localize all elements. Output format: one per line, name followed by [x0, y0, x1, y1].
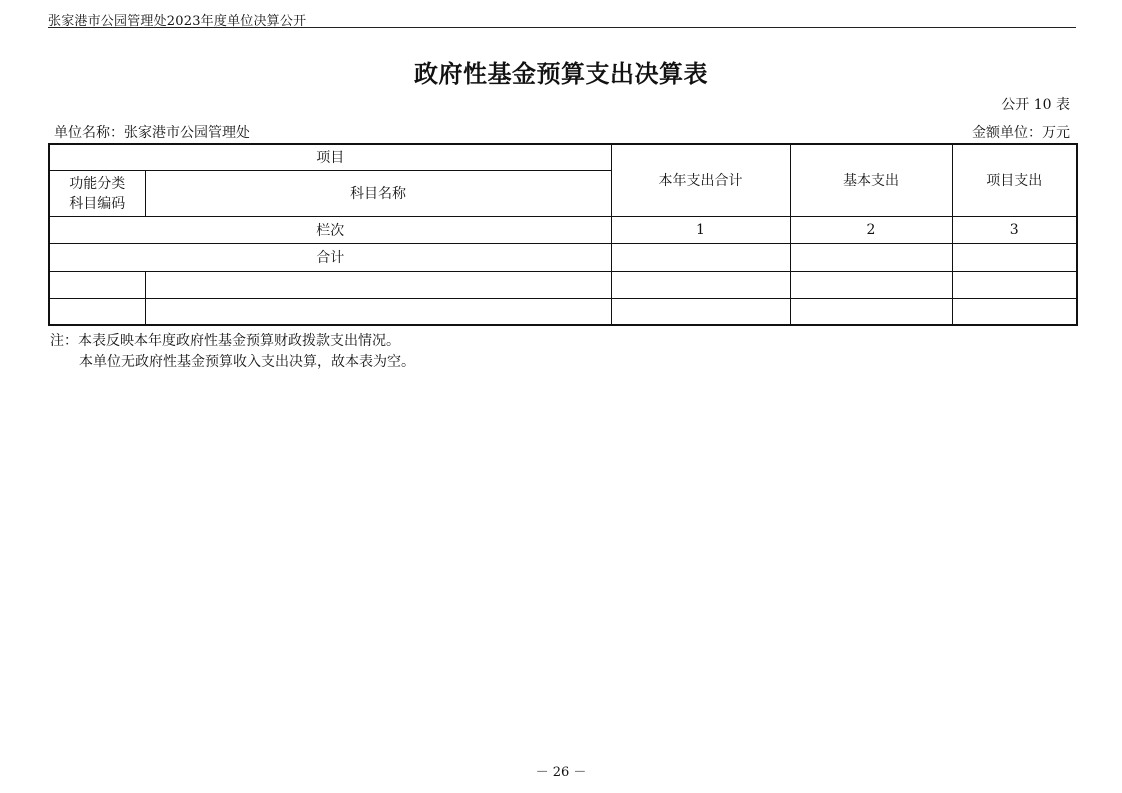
table-row	[49, 298, 1077, 325]
lanci-label: 栏次	[49, 216, 611, 243]
amount-unit: 金额单位：万元	[972, 125, 1070, 141]
lanci-value-2: 2	[790, 216, 952, 243]
empty-cell	[611, 298, 790, 325]
empty-cell	[952, 298, 1077, 325]
empty-cell	[145, 298, 611, 325]
total-row	[49, 243, 1077, 271]
unit-name: 单位名称：张家港市公园管理处	[54, 125, 250, 141]
total-cell-2	[790, 243, 952, 271]
header-rule	[48, 27, 1076, 28]
page-number: － 26 －	[535, 765, 587, 780]
subject-name-header: 科目名称	[145, 170, 611, 216]
note-line-2: 本单位无政府性基金预算收入支出决算，故本表为空。	[79, 354, 415, 370]
total-label: 合计	[49, 243, 611, 271]
empty-cell	[790, 271, 952, 298]
empty-cell	[611, 271, 790, 298]
total-cell-1	[611, 243, 790, 271]
total-cell-3	[952, 243, 1077, 271]
empty-cell	[49, 298, 145, 325]
lanci-row	[49, 216, 1077, 243]
func-code-header-line1: 功能分类	[69, 176, 126, 192]
empty-cell	[49, 271, 145, 298]
empty-cell	[790, 298, 952, 325]
form-number: 公开 10 表	[1001, 97, 1070, 113]
col-total-header: 本年支出合计	[611, 144, 790, 216]
col-basic-header: 基本支出	[790, 144, 952, 216]
lanci-value-3: 3	[952, 216, 1077, 243]
page-title: 政府性基金预算支出决算表	[414, 59, 708, 88]
running-header: 张家港市公园管理处2023年度单位决算公开	[48, 14, 307, 29]
expenditure-table	[48, 143, 1078, 326]
empty-cell	[145, 271, 611, 298]
header-row-1	[49, 144, 1077, 170]
lanci-value-1: 1	[611, 216, 790, 243]
item-header-cell: 项目	[49, 144, 611, 170]
empty-cell	[952, 271, 1077, 298]
col-project-header: 项目支出	[952, 144, 1077, 216]
func-code-header-line2: 科目编码	[69, 196, 126, 212]
table-row	[49, 271, 1077, 298]
note-line-1: 注：本表反映本年度政府性基金预算财政拨款支出情况。	[50, 333, 400, 349]
func-code-header	[49, 170, 145, 216]
